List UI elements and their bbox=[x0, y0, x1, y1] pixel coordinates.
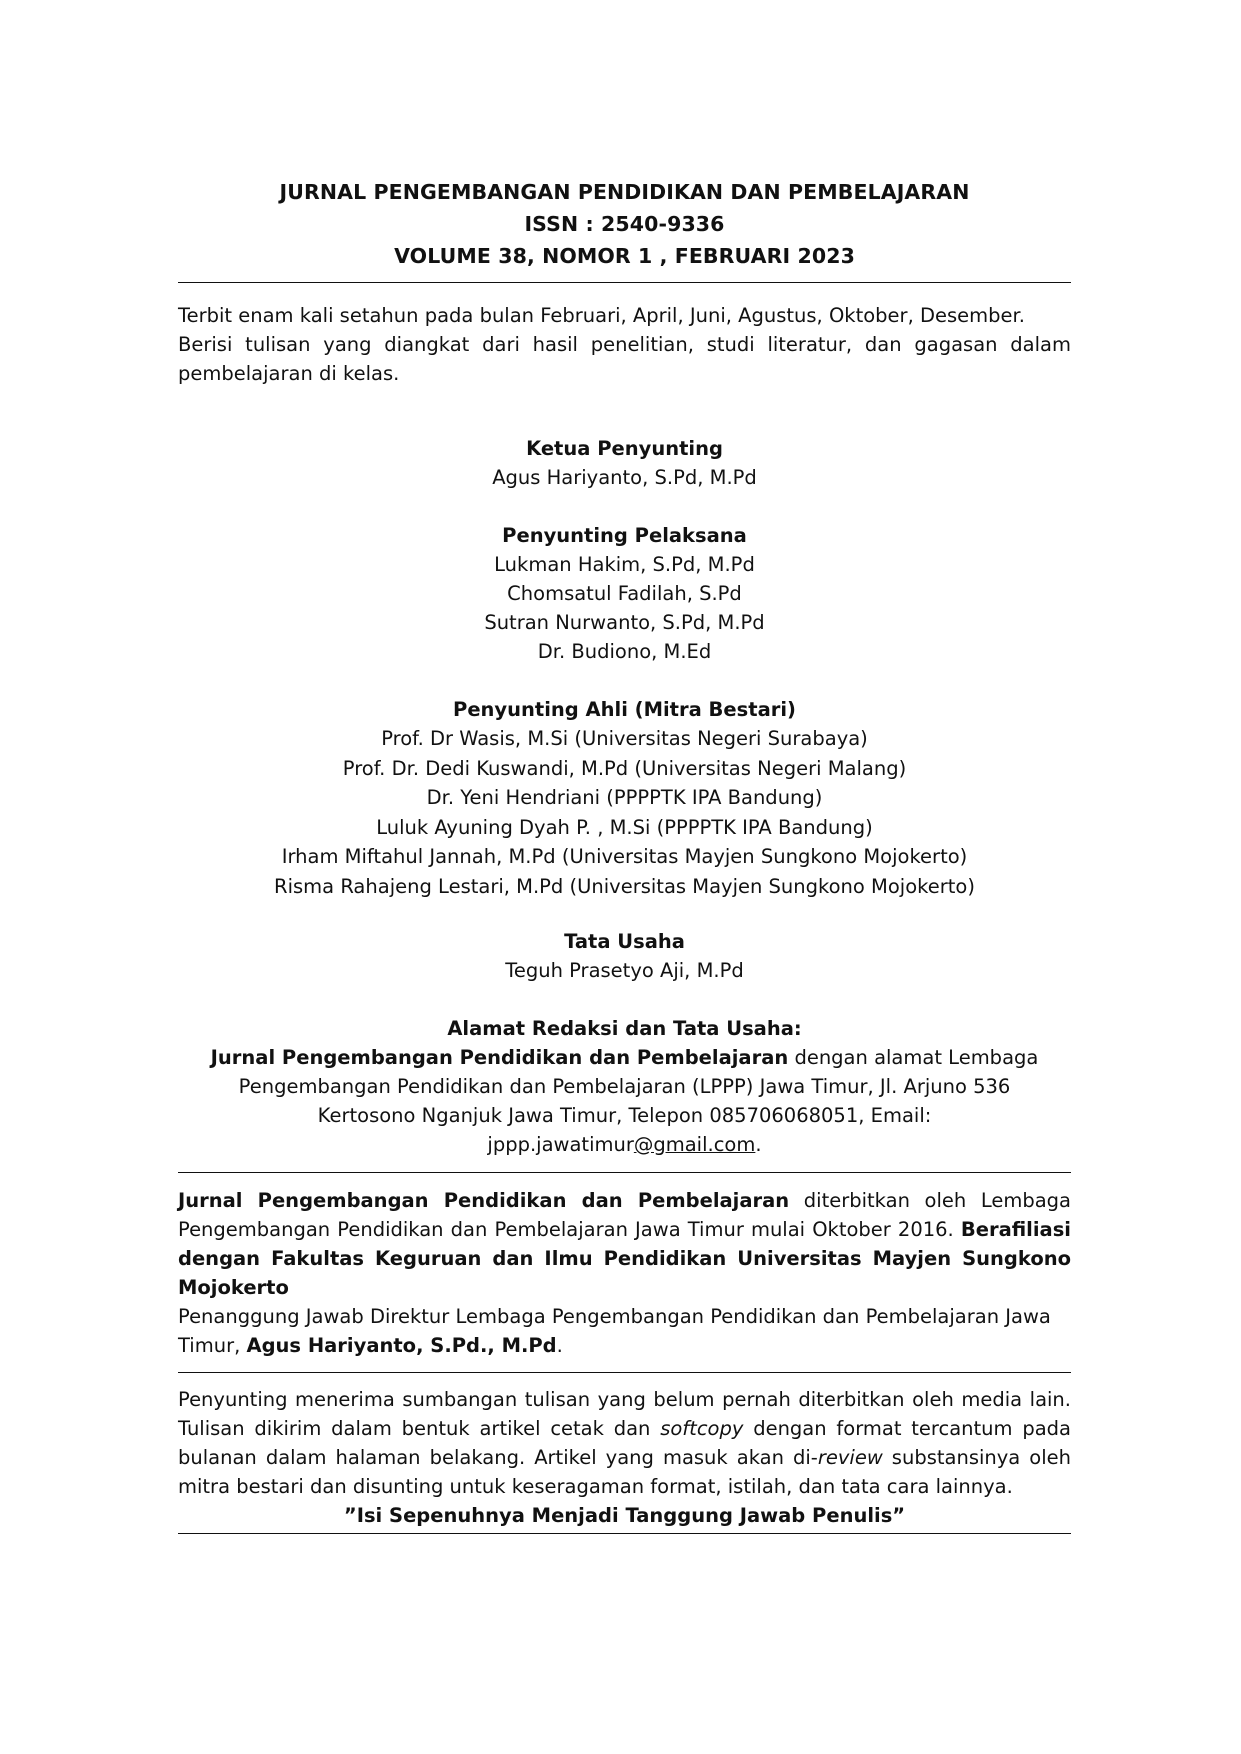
responsible-name: Agus Hariyanto, S.Pd., M.Pd bbox=[246, 1334, 557, 1357]
ahli-title: Penyunting Ahli (Mitra Bestari) bbox=[453, 698, 796, 721]
ketua-name: Agus Hariyanto, S.Pd, M.Pd bbox=[492, 466, 757, 489]
alamat-journal-name: Jurnal Pengembangan Pendidikan dan Pembelajaran bbox=[210, 1046, 789, 1069]
publisher-affiliation: Berafiliasi dengan Fakultas Keguruan dan Ilmu Pendidikan Universitas Mayjen Sungkono Mojokerto bbox=[178, 1218, 1071, 1299]
motto: ”Isi Sepenuhnya Menjadi Tanggung Jawab Penulis” bbox=[343, 1504, 906, 1527]
submission-text bbox=[178, 1385, 1071, 1501]
header-divider bbox=[178, 282, 1071, 283]
responsible-text bbox=[178, 1302, 1071, 1360]
journal-volume: VOLUME 38, NOMOR 1 , FEBRUARI 2023 bbox=[394, 244, 855, 268]
submission-format: dengan format tercantum pada bulanan dalam halaman belakang. Artikel yang masuk akan di- bbox=[178, 1417, 1071, 1469]
softcopy-term: softcopy bbox=[660, 1417, 744, 1440]
email-link[interactable]: @gmail.com bbox=[633, 1133, 756, 1156]
publication-schedule: Terbit enam kali setahun pada bulan Februari, April, Juni, Agustus, Oktober, Desember. bbox=[178, 304, 1025, 327]
responsible-info: Penanggung Jawab Direktur Lembaga Pengembangan Pendidikan dan Pembelajaran Jawa Timur, bbox=[178, 1305, 1051, 1357]
intro-section bbox=[178, 301, 1071, 388]
pelaksana-name: Dr. Budiono, M.Ed bbox=[537, 640, 712, 663]
ahli-name: Dr. Yeni Hendriani (PPPPTK IPA Bandung) bbox=[426, 786, 823, 809]
review-term: review bbox=[817, 1446, 883, 1469]
ahli-name: Prof. Dr Wasis, M.Si (Universitas Negeri Surabaya) bbox=[381, 727, 868, 750]
pelaksana-name: Lukman Hakim, S.Pd, M.Pd bbox=[494, 553, 755, 576]
journal-header bbox=[178, 176, 1071, 272]
journal-title: JURNAL PENGEMBANGAN PENDIDIKAN DAN PEMBELAJARAN bbox=[279, 180, 970, 204]
ahli-name: Risma Rahajeng Lestari, M.Pd (Universitas Mayjen Sungkono Mojokerto) bbox=[274, 874, 975, 898]
ketua-section bbox=[178, 434, 1071, 492]
publisher-divider bbox=[178, 1372, 1071, 1373]
pelaksana-section bbox=[178, 521, 1071, 666]
tata-usaha-title: Tata Usaha bbox=[564, 930, 685, 953]
ahli-name: Luluk Ayuning Dyah P. , M.Si (PPPPTK IPA Bandung) bbox=[376, 815, 873, 839]
pelaksana-name: Sutran Nurwanto, S.Pd, M.Pd bbox=[484, 611, 765, 634]
alamat-address: dengan alamat Lembaga Pengembangan Pendidikan dan Pembelajaran (LPPP) Jawa Timur, Jl. Arjuno 536 Kertosono Nganjuk Jawa Timur, Telepon 085706068051, Email: jppp.jawatimur bbox=[238, 1046, 1039, 1156]
pelaksana-name: Chomsatul Fadilah, S.Pd bbox=[507, 582, 742, 605]
submission-review: substansinya oleh mitra bestari dan disunting untuk keseragaman format, istilah, dan tata cara lainnya. bbox=[178, 1446, 1071, 1498]
alamat-divider bbox=[178, 1172, 1071, 1173]
tata-usaha-name: Teguh Prasetyo Aji, M.Pd bbox=[505, 959, 744, 982]
journal-issn: ISSN : 2540-9336 bbox=[524, 212, 725, 236]
journal-page bbox=[178, 176, 1071, 1534]
publisher-text bbox=[178, 1186, 1071, 1302]
submission-info: Penyunting menerima sumbangan tulisan yang belum pernah diterbitkan oleh media lain. Tulisan dikirim dalam bentuk artikel cetak dan bbox=[178, 1388, 1071, 1440]
pelaksana-title: Penyunting Pelaksana bbox=[502, 524, 747, 547]
journal-scope: Berisi tulisan yang diangkat dari hasil penelitian, studi literatur, dan gagasan dalam pembelajaran di kelas. bbox=[178, 333, 1071, 385]
publisher-journal-name: Jurnal Pengembangan Pendidikan dan Pembelajaran bbox=[178, 1189, 790, 1212]
publisher-section bbox=[178, 1186, 1071, 1360]
publisher-info: diterbitkan oleh Lembaga Pengembangan Pendidikan dan Pembelajaran Jawa Timur mulai Oktober 2016. bbox=[178, 1189, 1072, 1241]
tata-usaha-section bbox=[178, 927, 1071, 985]
alamat-title: Alamat Redaksi dan Tata Usaha: bbox=[447, 1017, 802, 1040]
alamat-end: . bbox=[755, 1133, 762, 1156]
ahli-section bbox=[178, 695, 1071, 901]
alamat-section bbox=[178, 1014, 1071, 1159]
alamat-text bbox=[178, 1043, 1071, 1159]
submission-section bbox=[178, 1385, 1071, 1530]
responsible-end: . bbox=[556, 1334, 563, 1357]
ahli-name: Irham Miftahul Jannah, M.Pd (Universitas Mayjen Sungkono Mojokerto) bbox=[281, 845, 968, 868]
ketua-title: Ketua Penyunting bbox=[526, 437, 723, 460]
ahli-name: Prof. Dr. Dedi Kuswandi, M.Pd (Universitas Negeri Malang) bbox=[342, 756, 907, 780]
footer-divider bbox=[178, 1533, 1071, 1534]
